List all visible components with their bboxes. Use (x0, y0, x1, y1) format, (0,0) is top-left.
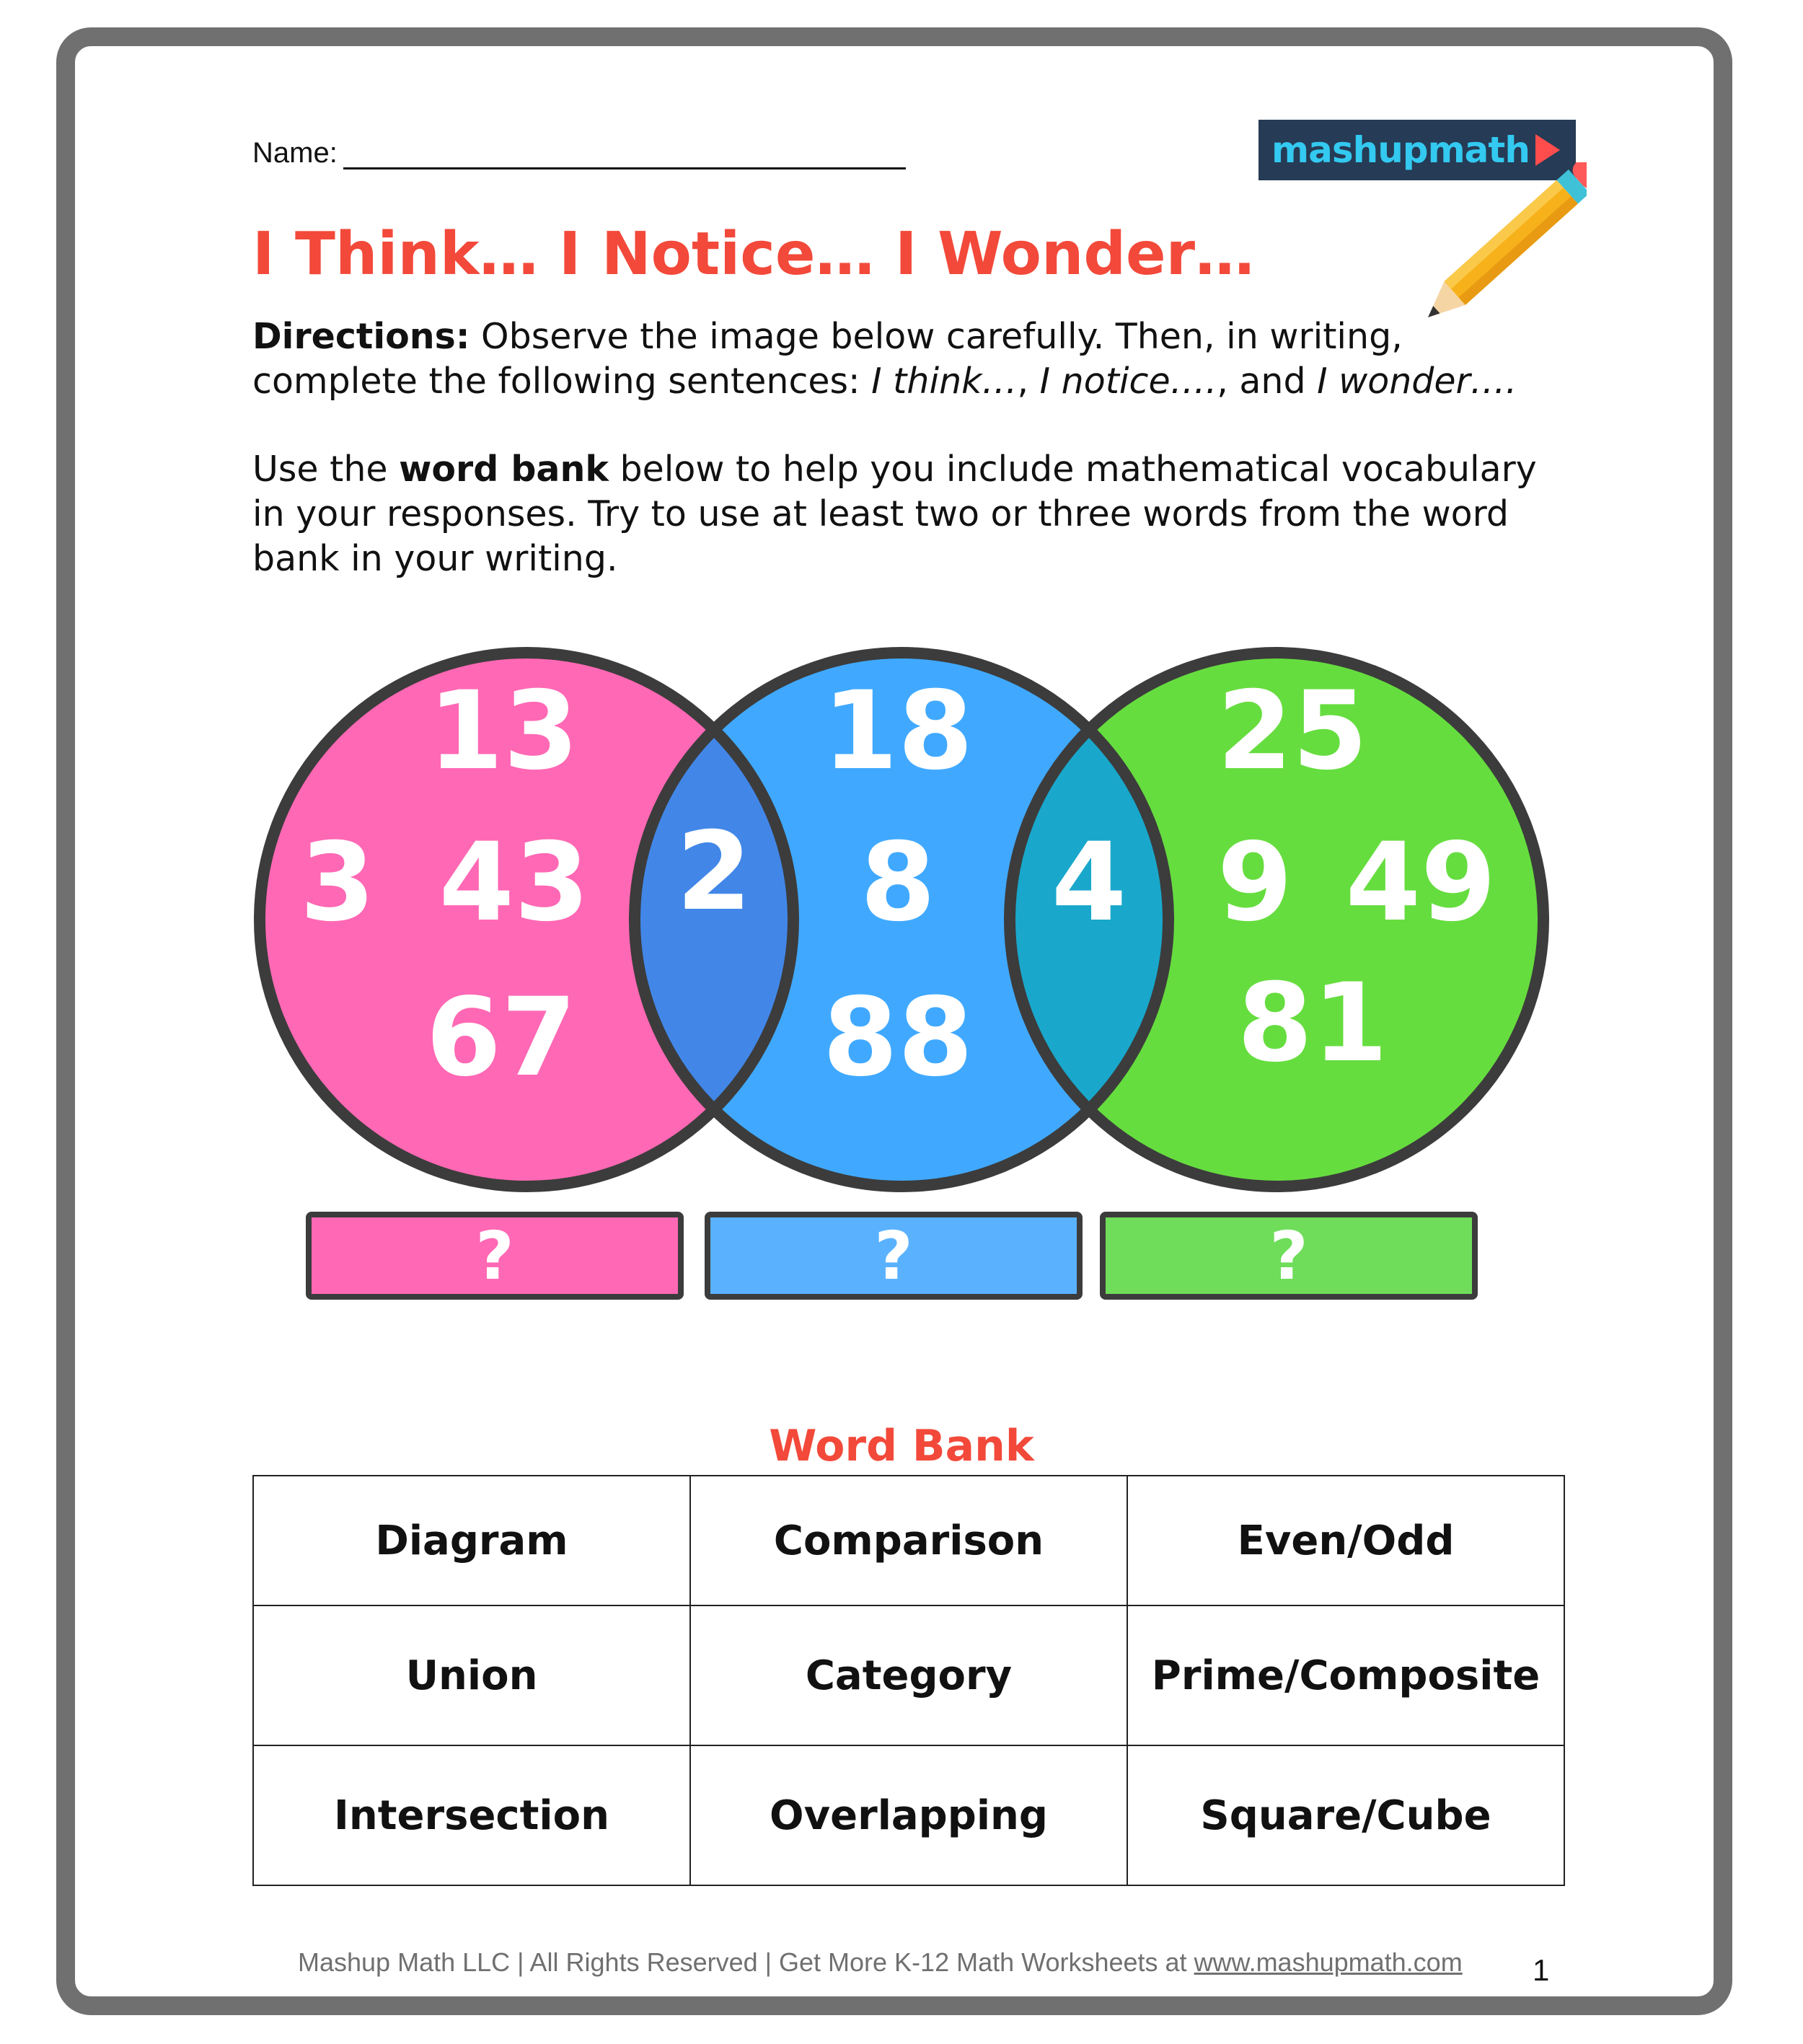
name-label: Name: (252, 137, 338, 169)
venn-number: 81 (1237, 961, 1388, 1086)
instructions-paragraph (252, 447, 1551, 581)
venn-diagram (245, 642, 1558, 1204)
venn-number: 13 (428, 669, 579, 794)
directions-label: Directions: (252, 316, 470, 357)
venn-number: 8 (860, 820, 936, 946)
word-bank-cell: Intersection (253, 1745, 690, 1885)
word-bank-cell: Category (690, 1605, 1127, 1745)
page-number: 1 (1533, 1953, 1550, 1987)
venn-number: 4 (1051, 820, 1127, 946)
prompt-think: I think… (871, 361, 1018, 402)
instructions-bold: word bank (399, 449, 609, 490)
word-bank-cell: Even/Odd (1127, 1476, 1564, 1605)
venn-number: 18 (822, 669, 974, 794)
prompt-wonder: I wonder…. (1317, 361, 1517, 402)
word-bank-title: Word Bank (769, 1421, 1034, 1471)
venn-number: 67 (426, 975, 577, 1101)
word-bank-cell: Comparison (690, 1476, 1127, 1605)
name-field-row (252, 137, 906, 169)
name-input-line[interactable] (343, 137, 906, 169)
footer-text (298, 1947, 1463, 1978)
word-bank-cell: Union (253, 1605, 690, 1745)
footer-link[interactable]: www.mashupmath.com (1194, 1947, 1463, 1977)
word-bank-cell: Prime/Composite (1127, 1605, 1564, 1745)
green-category-box[interactable]: ? (1100, 1212, 1478, 1300)
separator: , and (1217, 361, 1318, 402)
table-row (253, 1476, 1564, 1605)
venn-number: 2 (676, 809, 752, 935)
footer-copyright: Mashup Math LLC | All Rights Reserved | Get More K-12 Math Worksheets at (298, 1947, 1194, 1977)
page-title: I Think… I Notice… I Wonder… (252, 220, 1255, 288)
pink-category-box[interactable]: ? (306, 1212, 684, 1300)
instructions-post: below to help you include mathematical vocabulary in your responses. Try to use at least two or three words from the word bank in your writing. (252, 449, 1537, 579)
word-bank-table (252, 1475, 1565, 1886)
logo-text: mashupmath (1271, 129, 1530, 171)
table-row (253, 1605, 1564, 1745)
play-icon (1535, 134, 1560, 166)
word-bank-cell: Diagram (253, 1476, 690, 1605)
word-bank-cell: Overlapping (690, 1745, 1127, 1885)
venn-number: 25 (1217, 669, 1368, 794)
venn-number: 49 (1345, 820, 1496, 946)
blue-category-box[interactable]: ? (705, 1212, 1083, 1300)
instructions-pre: Use the (252, 449, 400, 490)
prompt-notice: I notice…. (1039, 361, 1217, 402)
directions-paragraph (252, 314, 1551, 404)
directions-text: Observe the image below carefully. Then, in writing, complete the following sentences: (252, 316, 1403, 402)
venn-number: 88 (822, 975, 974, 1101)
pencil-icon (1406, 162, 1587, 335)
venn-number: 43 (438, 820, 590, 946)
separator: , (1017, 361, 1040, 402)
venn-number: 9 (1217, 820, 1293, 946)
word-bank-cell: Square/Cube (1127, 1745, 1564, 1885)
table-row (253, 1745, 1564, 1885)
venn-number: 3 (299, 820, 376, 946)
